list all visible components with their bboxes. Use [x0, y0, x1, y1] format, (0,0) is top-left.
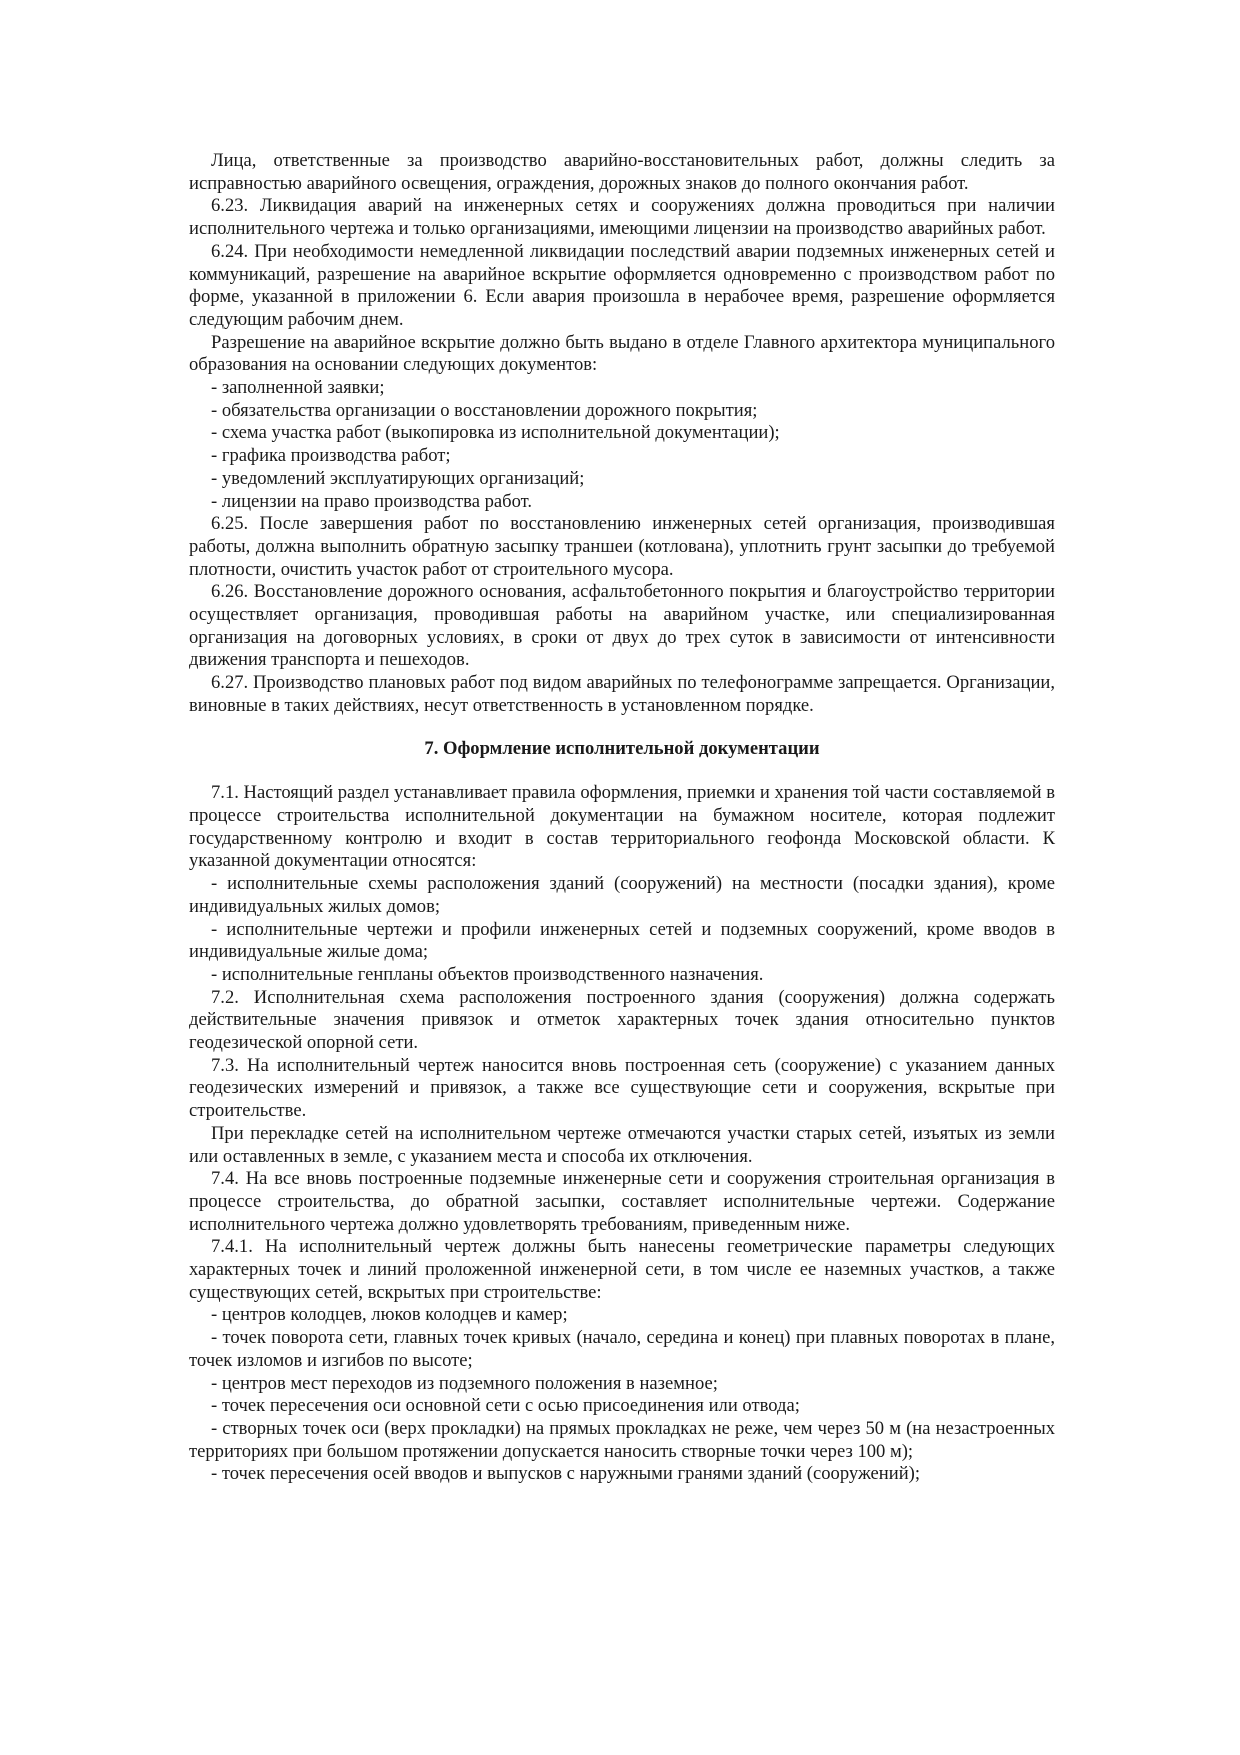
section-6-continuation: [189, 150, 1055, 718]
paragraph-6-27: 6.27. Производство плановых работ под видом аварийных по телефонограмме запрещается. Организации, виновные в таких действиях, несут ответственность в установленном порядке.: [189, 672, 1055, 716]
list-item: - точек пересечения оси основной сети с осью присоединения или отвода;: [211, 1395, 800, 1417]
paragraph-7-2: 7.2. Исполнительная схема расположения построенного здания (сооружения) должна содержать действительные значения привязок и отметок характерных точек здания относительно пунктов геодезической опорной сети.: [189, 986, 1055, 1054]
paragraph-6-26: 6.26. Восстановление дорожного основания, асфальтобетонного покрытия и благоустройство территории осуществляет организация, проводившая работы на аварийном участке, или специализированная организация на договорных условиях, в сроки от двух до трех суток в зависимости от интенсивности движения транспорта и пешеходов.: [189, 581, 1055, 671]
list-item: - исполнительные генпланы объектов производственного назначения.: [211, 963, 764, 985]
list-item: - исполнительные чертежи и профили инженерных сетей и подземных сооружений, кроме вводов в индивидуальные жилые дома;: [189, 918, 1055, 963]
list-item: - обязательства организации о восстановлении дорожного покрытия;: [211, 399, 758, 421]
paragraph-7-3: 7.3. На исполнительный чертеж наносится вновь построенная сеть (сооружение) с указанием данных геодезических измерений и привязок, а также все существующие сети и сооружения, вскрытые при строительстве.: [189, 1054, 1055, 1122]
paragraph-7-4-1: 7.4.1. На исполнительный чертеж должны быть нанесены геометрические параметры следующих характерных точек и линий проложенной инженерной сети, в том числе ее наземных участков, а также существующих сетей, вскрытых при строительстве:: [189, 1236, 1055, 1303]
paragraph: При перекладке сетей на исполнительном чертеже отмечаются участки старых сетей, изъятых из земли или оставленных в земле, с указанием места и способа их отключения.: [189, 1122, 1055, 1167]
paragraph: Лица, ответственные за производство аварийно-восстановительных работ, должны следить за исправностью аварийного освещения, ограждения, дорожных знаков до полного окончания работ.: [189, 150, 1055, 194]
list-item: - графика производства работ;: [211, 445, 451, 467]
paragraph-6-25: 6.25. После завершения работ по восстановлению инженерных сетей организация, производившая работы, должна выполнить обратную засыпку траншеи (котлована), уплотнить грунт засыпки до требуемой плотности, очистить участок работ от строительного мусора.: [189, 513, 1055, 580]
paragraph-6-24: 6.24. При необходимости немедленной ликвидации последствий аварии подземных инженерных сетей и коммуникаций, разрешение на аварийное вскрытие оформляется одновременно с производством работ по форме, указанной в приложении 6. Если авария произошла в нерабочее время, разрешение оформляется следующим рабочим днем.: [189, 240, 1055, 330]
list-item: - центров колодцев, люков колодцев и камер;: [211, 1304, 568, 1326]
paragraph: Разрешение на аварийное вскрытие должно быть выдано в отделе Главного архитектора муниципального образования на основании следующих документов:: [189, 331, 1055, 376]
section-heading: 7. Оформление исполнительной документации: [424, 737, 820, 759]
section-7-body: [189, 782, 1055, 1486]
list-item: - уведомлений эксплуатирующих организаций;: [211, 467, 585, 489]
paragraph-6-23: 6.23. Ликвидация аварий на инженерных сетях и сооружениях должна проводиться при наличии исполнительного чертежа и только организациями, имеющими лицензии на производство аварийных работ.: [189, 195, 1055, 240]
list-item: - точек пересечения осей вводов и выпусков с наружными гранями зданий (сооружений);: [211, 1463, 921, 1485]
list-item: - точек поворота сети, главных точек кривых (начало, середина и конец) при плавных поворотах в плане, точек изломов и изгибов по высоте;: [189, 1327, 1055, 1371]
paragraph-7-1: 7.1. Настоящий раздел устанавливает правила оформления, приемки и хранения той части составляемой в процессе строительства исполнительной документации на бумажном носителе, которая подлежит государственному контролю и входит в состав территориального геофонда Московской области. К указанной документации относятся:: [189, 782, 1055, 872]
paragraph-7-4: 7.4. На все вновь построенные подземные инженерные сети и сооружения строительная организация в процессе строительства, до обратной засыпки, составляет исполнительные чертежи. Содержание исполнительного чертежа должно удовлетворять требованиям, приведенным ниже.: [189, 1168, 1055, 1235]
list-item: - лицензии на право производства работ.: [211, 490, 533, 512]
list-item: - исполнительные схемы расположения зданий (сооружений) на местности (посадки здания), кроме индивидуальных жилых домов;: [189, 873, 1055, 917]
list-item: - заполненной заявки;: [211, 377, 385, 399]
list-item: - створных точек оси (верх прокладки) на прямых прокладках не реже, чем через 50 м (на незастроенных территориях при большом протяжении допускается наносить створные точки через 100 м);: [189, 1417, 1055, 1462]
list-item: - схема участка работ (выкопировка из исполнительной документации);: [211, 422, 780, 444]
list-item: - центров мест переходов из подземного положения в наземное;: [211, 1372, 718, 1394]
document-page: [189, 150, 1055, 1486]
